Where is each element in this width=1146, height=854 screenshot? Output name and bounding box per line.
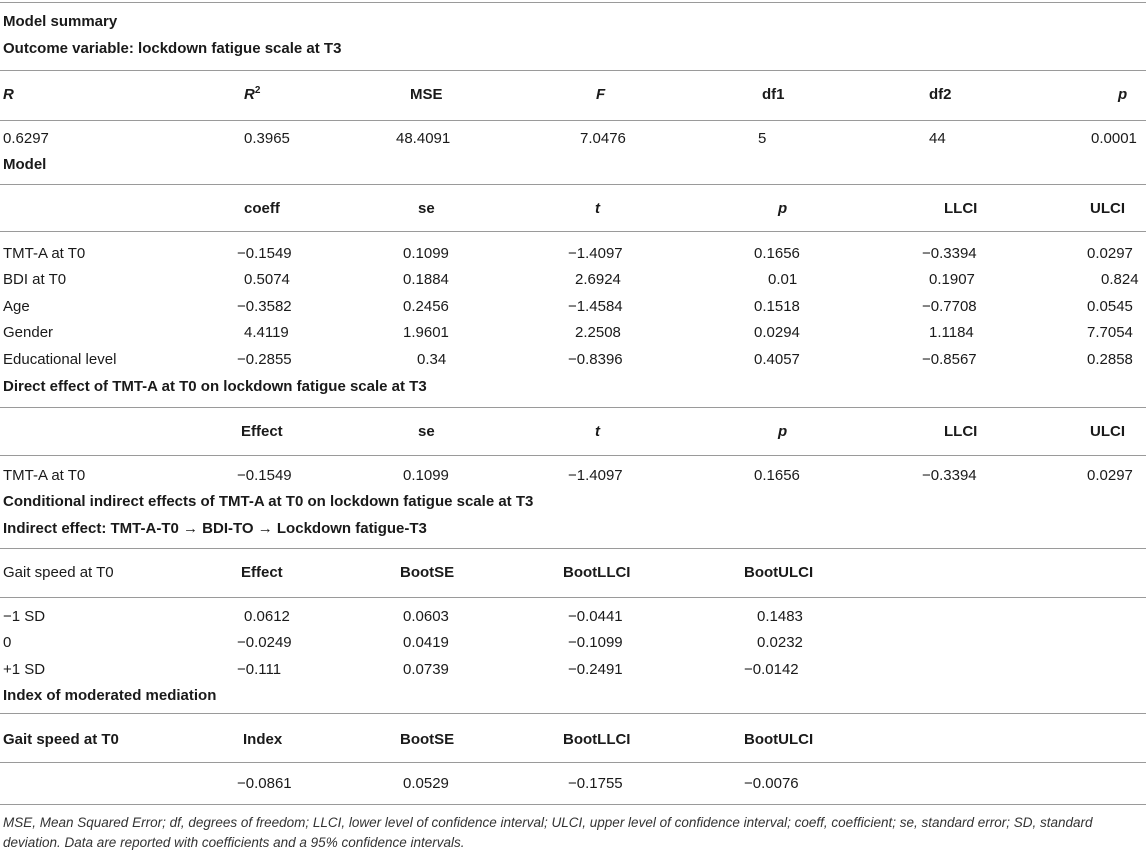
section-title-conditional: Conditional indirect effects of TMT-A at T0 on lockdown fatigue scale at T3 [3,493,534,510]
rule [0,231,1146,232]
rule [0,184,1146,185]
regression-table: Model summary Outcome variable: lockdown fatigue scale at T3 R $R^2$ MSE F df1 df2 p 0.6297 0.3965 48.4091 7.0476 5 44 0.0001 Model coeff se t p LLCI ULCI TMT-A at T0 −0.1549 0.1099 −1.4097 0.1656 −0.3394 0.0297 BDI at T0 0.5074 0.1884 2.6924 0.01 0.1907 0.824 Age −0.3582 0.2456 −1.4584 0.1518 −0.7708 0.0545 Gender 4.4119 1.9601 2.2508 0.0294 1.1184 7.7054 Educational level −0.2855 0.34 −0.8396 0.4057 −0.8567 0.2858 Direct effect of TMT-A at T0 on lockdown fatigue scale at T3 Effect se t p LLCI ULCI TMT-A at T0 −0.1549 0.1099 −1.4097 0.1656 −0.3394 0.0297 Conditional indirect effects of TMT-A at T0 on lockdown fatigue scale at T3 Indirect effect: TMT-A-T0 → BDI-TO → Lockdown fatigue-T3 Gait speed at T0 Effect BootSE BootLLCI BootULCI −1 SD 0.0612 0.0603 −0.0441 0.1483 0 −0.0249 0.0419 −0.1099 0.0232 +1 SD −0.111 0.0739 −0.2491 −0.0142 Index of moderated mediation Gait speed at T0 Index BootSE BootLLCI BootULCI −0.0861 0.0529 −0.1755 −0.0076 MSE, Mean Squared Error; df, degrees of freedom; LLCI, lower level of confidence interval; ULCI, upper level of confidence interval; coeff, coefficient; se, standard error; SD, standard deviation. Data are reported with coefficients and a 95% confidence intervals. [0,0,1146,854]
rule [0,548,1146,549]
index-header-bootse: BootSE [400,731,455,748]
rule [0,713,1146,714]
section-title-direct: Direct effect of TMT-A at T0 on lockdown fatigue scale at T3 [3,378,427,395]
header-p: p [1118,86,1128,103]
value-r2: 0.3965 [244,130,290,147]
header-mse: MSE [410,86,443,103]
value-df2: 44 [929,130,946,147]
model-header-coeff: coeff [244,200,280,217]
index-header-bootulci: BootULCI [744,731,814,748]
rule-top [0,2,1146,3]
direct-header-t: t [595,423,600,440]
header-r2: $R^2$ [244,85,261,103]
model-header-ulci: ULCI [1090,200,1125,217]
index-header-index: Index [243,731,283,748]
rule [0,120,1146,121]
model-header-llci: LLCI [944,200,978,217]
section-title-model-summary: Model summary [3,13,118,30]
index-header-bootllci: BootLLCI [563,731,631,748]
rule [0,762,1146,763]
model-header-t: t [595,200,600,217]
direct-header-llci: LLCI [944,423,978,440]
direct-header-p: p [778,423,788,440]
rule [0,455,1146,456]
header-df1: df1 [762,86,785,103]
direct-header-ulci: ULCI [1090,423,1125,440]
section-title-index: Index of moderated mediation [3,687,217,704]
rule [0,597,1146,598]
value-p: 0.0001 [1091,130,1137,147]
cond-header-gait: Gait speed at T0 [3,564,114,581]
direct-header-se: se [418,423,435,440]
model-header-p: p [778,200,788,217]
rule [0,70,1146,71]
header-f: F [596,86,606,103]
cond-header-bootulci: BootULCI [744,564,814,581]
value-f: 7.0476 [580,130,626,147]
table-footnote: MSE, Mean Squared Error; df, degrees of freedom; LLCI, lower level of confidence interval; ULCI, upper level of confidence interval; coeff, coefficient; se, standard error; SD, standard deviation. Data are reported with coefficients and a 95% confidence intervals. [3,815,1093,850]
section-title-outcome: Outcome variable: lockdown fatigue scale at T3 [3,40,342,57]
section-title-model: Model [3,156,47,173]
index-header-gait: Gait speed at T0 [3,731,119,748]
value-r: 0.6297 [3,130,49,147]
value-mse: 48.4091 [396,130,451,147]
rule-bottom [0,804,1146,805]
value-df1: 5 [758,130,767,147]
rule [0,407,1146,408]
section-title-indirect: Indirect effect: TMT-A-T0 → BDI-TO → Lockdown fatigue-T3 [3,520,427,537]
header-df2: df2 [929,86,952,103]
cond-header-bootse: BootSE [400,564,455,581]
cond-header-bootllci: BootLLCI [563,564,631,581]
cond-header-effect: Effect [241,564,283,581]
direct-header-effect: Effect [241,423,283,440]
model-header-se: se [418,200,435,217]
header-r: R [3,86,14,103]
